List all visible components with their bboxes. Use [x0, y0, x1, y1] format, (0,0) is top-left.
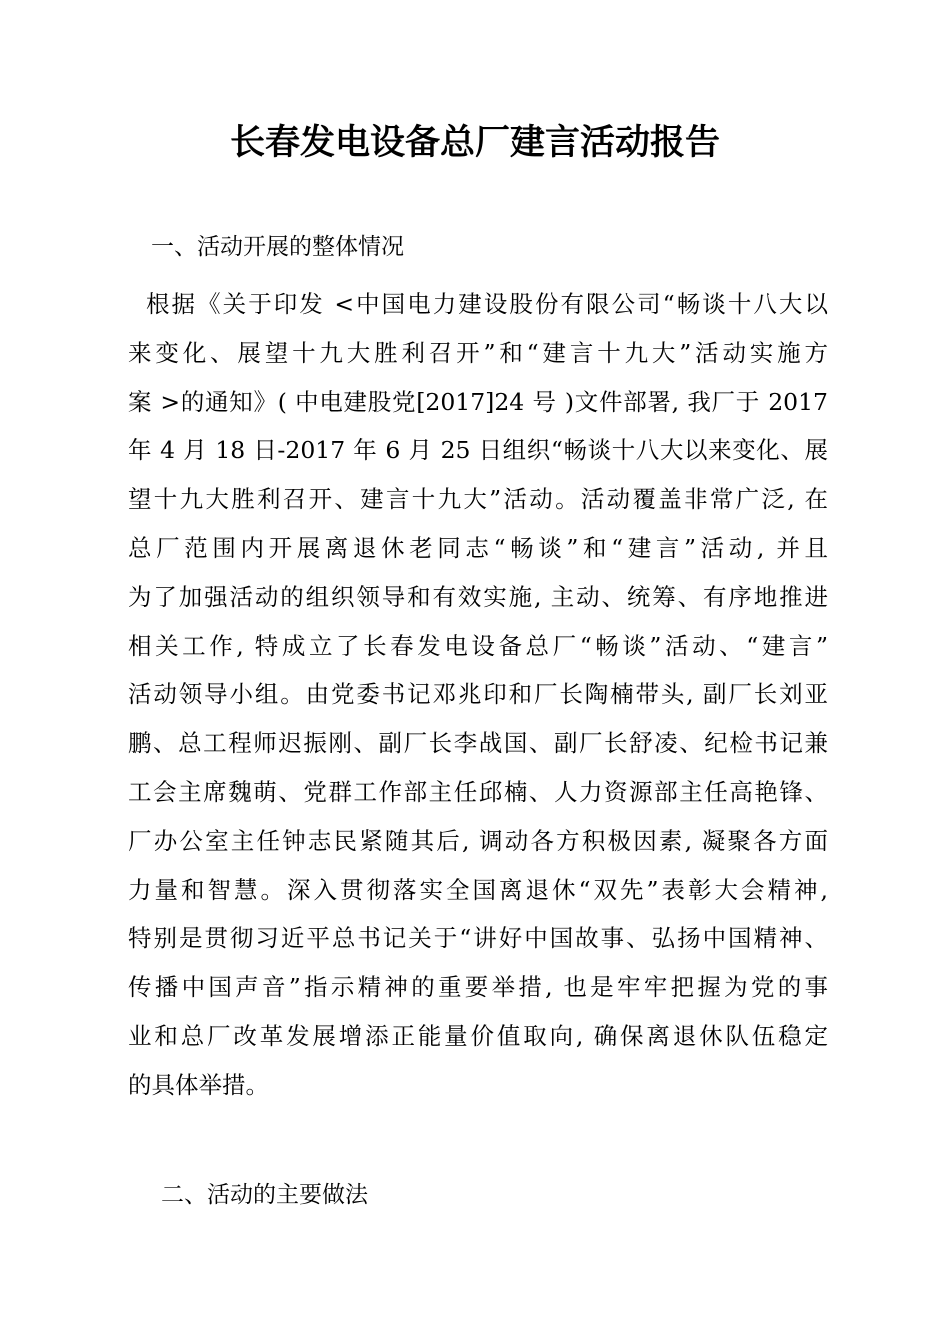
- body-line: 鹏、总工程师迟振刚、副厂长李战国、副厂长舒凌、纪检书记兼: [128, 729, 828, 758]
- section-heading-1: 一、活动开展的整体情况: [151, 234, 404, 260]
- document-title: 长春发电设备总厂建言活动报告: [229, 122, 720, 163]
- body-line: 总厂范围内开展离退休老同志“畅谈”和“建言”活动, 并且: [128, 533, 828, 562]
- section-1-body: [128, 280, 828, 1110]
- body-line: 来变化、展望十九大胜利召开”和“建言十九大”活动实施方: [128, 338, 828, 367]
- body-line: 年 4 月 18 日-2017 年 6 月 25 日组织“畅谈十八大以来变化、展: [128, 436, 828, 465]
- section-heading-2: 二、活动的主要做法: [161, 1182, 368, 1208]
- body-line: 活动领导小组。由党委书记邓兆印和厂长陶楠带头, 副厂长刘亚: [128, 680, 828, 709]
- body-line: 传播中国声音”指示精神的重要举措, 也是牢牢把握为党的事: [128, 973, 828, 1002]
- body-line: 为了加强活动的组织领导和有效实施, 主动、统筹、有序地推进: [128, 582, 828, 611]
- body-line: 工会主席魏萌、党群工作部主任邱楠、人力资源部主任高艳锋、: [128, 777, 828, 806]
- body-line: 案 >的通知》( 中电建股党[2017]24 号 )文件部署, 我厂于 2017: [128, 387, 828, 416]
- body-line: 特别是贯彻习近平总书记关于“讲好中国故事、弘扬中国精神、: [128, 924, 828, 953]
- body-line: 望十九大胜利召开、建言十九大”活动。活动覆盖非常广泛, 在: [128, 485, 828, 514]
- body-line: 根据《关于印发 <中国电力建设股份有限公司“畅谈十八大以: [146, 290, 828, 318]
- body-line: 相关工作, 特成立了长春发电设备总厂“畅谈”活动、“建言”: [128, 631, 828, 660]
- body-line: 的具体举措。: [128, 1070, 269, 1099]
- body-line: 力量和智慧。深入贯彻落实全国离退休“双先”表彰大会精神,: [128, 875, 828, 904]
- body-line: 厂办公室主任钟志民紧随其后, 调动各方积极因素, 凝聚各方面: [128, 826, 828, 855]
- body-line: 业和总厂改革发展增添正能量价值取向, 确保离退休队伍稳定: [128, 1021, 828, 1050]
